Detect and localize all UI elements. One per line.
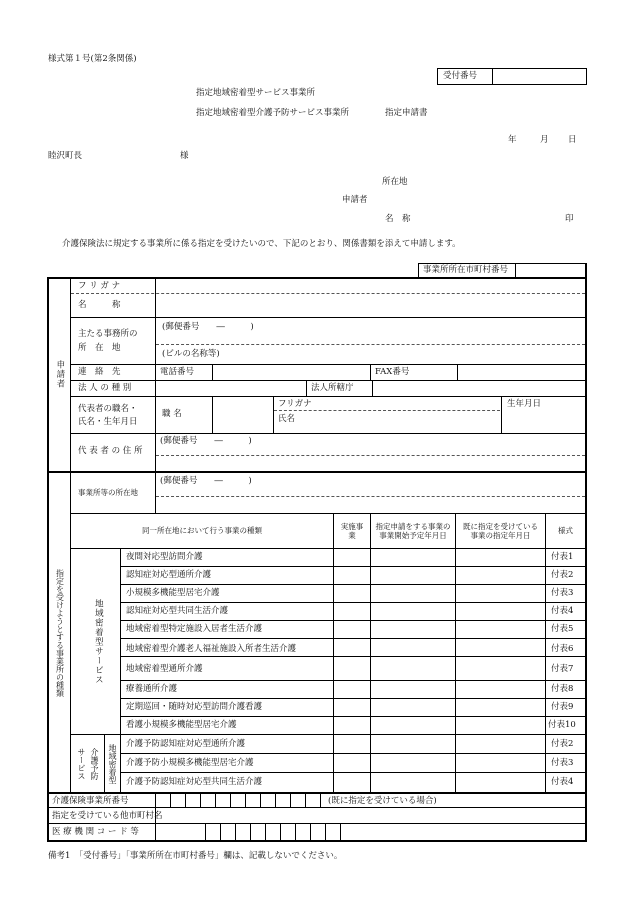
office-address-label-1: 主たる事務所の <box>78 329 138 339</box>
furigana-label: フ リ ガ ナ <box>78 281 121 291</box>
header-service-types: 同一所在地において行う事業の種類 <box>142 526 262 536</box>
position-label: 職 名 <box>162 409 182 419</box>
service-name: 地域密着型特定施設入居者生活介護 <box>126 624 263 634</box>
prevention-service-form: 付表2 <box>551 739 574 749</box>
corp-authority-label: 法人所轄庁 <box>311 383 354 393</box>
office-location-postal: (郵便番号 ― ) <box>160 476 252 486</box>
office-address-label-2: 所 在 地 <box>78 343 121 353</box>
service-form: 付表2 <box>551 570 574 580</box>
service-form: 付表9 <box>551 702 574 712</box>
service-name: 定期巡回・随時対応型訪問介護看護 <box>126 702 263 712</box>
service-name: 地域密着型介護老人福祉施設入所者生活介護 <box>126 644 297 654</box>
title-suffix: 指定申請書 <box>385 108 428 118</box>
prevention-service-form: 付表4 <box>551 777 574 787</box>
prevention-service-form: 付表3 <box>551 758 574 768</box>
service-form: 付表7 <box>551 664 574 674</box>
fax-label: FAX番号 <box>375 367 410 377</box>
birthdate-label: 生年月日 <box>507 399 542 409</box>
municipality-code-label: 事業所所在市町村番号 <box>423 265 509 275</box>
name-label: 名 称 <box>78 300 121 310</box>
title-line-1: 指定地域密着型サービス事業所 <box>196 88 316 98</box>
medical-code-label: 医 療 機 関 コ ー ド 等 <box>52 827 139 837</box>
phone-label: 電話番号 <box>160 367 195 377</box>
header-form: 様式 <box>558 526 573 536</box>
intro-text: 介護保険法に規定する事業所に係る指定を受けたいので、下記のとおり、関係書類を添えて申請します。 <box>62 239 461 249</box>
service-name: 小規模多機能型居宅介護 <box>126 588 220 598</box>
already-designated-note: (既に指定を受けている場合) <box>328 796 437 806</box>
service-name: 認知症対応型通所介護 <box>126 570 212 580</box>
service-form: 付表6 <box>551 644 574 654</box>
service-form: 付表8 <box>551 684 574 694</box>
contact-label: 連 絡 先 <box>78 367 121 377</box>
prevention-service-name: 介護予防小規模多機能型居宅介護 <box>126 758 254 768</box>
office-location-label: 事業所等の所在地 <box>78 488 138 497</box>
form-number: 様式第１号(第2条関係) <box>48 54 137 64</box>
prevention-group-label-2: 地域密着型 <box>108 744 117 784</box>
prevention-service-name: 介護予防認知症対応型通所介護 <box>126 739 246 749</box>
service-name: 地域密着型通所介護 <box>126 664 203 674</box>
header-implemented: 実施事業 <box>340 521 364 540</box>
prevention-group-label-1: 介護予防 <box>90 748 99 780</box>
service-form: 付表5 <box>551 624 574 634</box>
service-name: 看護小規模多機能型居宅介護 <box>126 720 237 730</box>
date-year: 年 <box>508 135 517 145</box>
receipt-number-label: 受付番号 <box>443 71 478 81</box>
applicant-side-label: 申請者 <box>54 360 65 389</box>
insurer-number-label: 介護保険事業所番号 <box>52 796 129 806</box>
service-form: 付表10 <box>548 720 576 730</box>
seal-mark: 印 <box>565 214 574 224</box>
rep-name-label: 氏名 <box>278 414 296 424</box>
rep-label-2: 氏名・生年月日 <box>78 417 138 427</box>
title-line-2: 指定地域密着型介護予防サービス事業所 <box>196 108 350 118</box>
header-existing: 既に指定を受けている事業の指定年月日 <box>463 521 538 540</box>
office-side-label: 指定を受けようとする事業所の種類 <box>55 568 65 697</box>
rep-furigana-label: フリガナ <box>278 399 312 409</box>
rep-postal: (郵便番号 ― ) <box>160 436 252 446</box>
rep-address-label: 代 表 者 の 住 所 <box>78 446 143 456</box>
service-form: 付表3 <box>551 588 574 598</box>
corp-type-label: 法 人 の 種 別 <box>78 383 132 393</box>
service-form: 付表4 <box>551 606 574 616</box>
date-month: 月 <box>540 135 549 145</box>
service-name: 療養通所介護 <box>126 684 178 694</box>
remarks-note: 備考1 「受付番号」「事業所所在市町村番号」欄は、記載しないでください。 <box>48 851 343 861</box>
service-form: 付表1 <box>551 552 574 562</box>
applicant-label: 申請者 <box>342 195 368 205</box>
office-building: (ビルの名称等) <box>162 349 220 359</box>
prevention-group-label-3: サービス <box>77 748 86 780</box>
other-municipality-label: 指定を受けている他市町村名 <box>52 811 163 821</box>
community-group-label: 地域密着型サービス <box>93 598 104 685</box>
applicant-name-label: 名 称 <box>385 214 411 224</box>
service-name: 認知症対応型共同生活介護 <box>126 606 229 616</box>
applicant-location-label: 所在地 <box>382 177 408 187</box>
date-day: 日 <box>568 135 577 145</box>
rep-label-1: 代表者の職名・ <box>78 404 138 414</box>
addressee-name: 睦沢町長 <box>48 151 83 161</box>
prevention-service-name: 介護予防認知症対応型共同生活介護 <box>126 777 263 787</box>
header-start-date: 指定申請をする事業の事業開始予定年月日 <box>375 521 451 540</box>
service-name: 夜間対応型訪問介護 <box>126 552 203 562</box>
office-postal: (郵便番号 ― ) <box>162 322 254 332</box>
addressee-honorific: 様 <box>180 151 189 161</box>
